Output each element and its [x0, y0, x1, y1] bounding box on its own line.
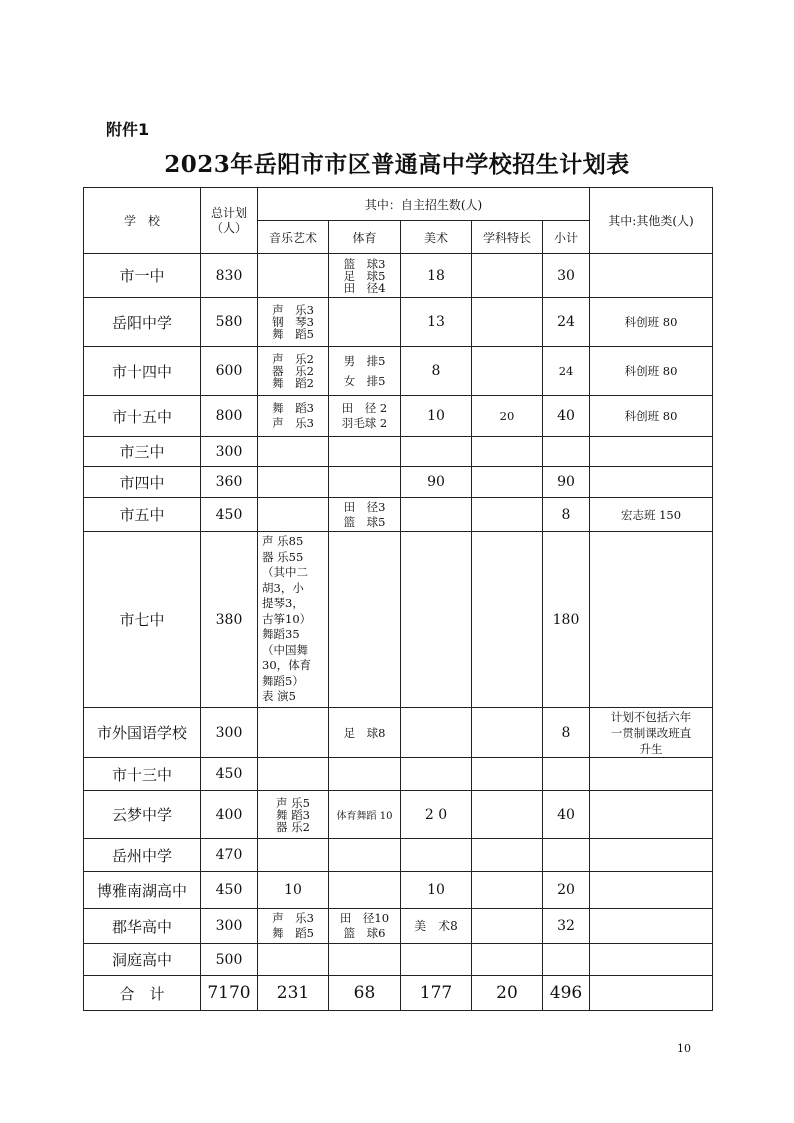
other-cell: [590, 791, 713, 839]
table-row: [84, 791, 713, 839]
music-cell: 声 乐3 舞 蹈5: [258, 909, 329, 944]
art-cell: 10: [401, 396, 472, 437]
totals-other: [590, 976, 713, 1011]
total-cell: 600: [201, 347, 258, 396]
subject-cell: [472, 467, 543, 498]
total-cell: 450: [201, 872, 258, 909]
sports-cell: [329, 467, 401, 498]
art-cell: [401, 532, 472, 708]
subtotal-cell: 32: [543, 909, 590, 944]
art-cell: 13: [401, 298, 472, 347]
sports-cell: [329, 298, 401, 347]
total-cell: 300: [201, 909, 258, 944]
music-cell: [258, 758, 329, 791]
subject-cell: [472, 254, 543, 298]
school-cell: 市七中: [84, 532, 201, 708]
school-cell: 市外国语学校: [84, 708, 201, 758]
subtotal-cell: 8: [543, 498, 590, 532]
music-cell: 声 乐3 钢 琴3 舞 蹈5: [258, 298, 329, 347]
totals-art: 177: [401, 976, 472, 1011]
sports-cell: 田 径3 篮 球5: [329, 498, 401, 532]
other-cell: [590, 909, 713, 944]
art-cell: [401, 498, 472, 532]
other-cell: 科创班 80: [590, 347, 713, 396]
school-cell: 市十五中: [84, 396, 201, 437]
school-cell: 洞庭高中: [84, 944, 201, 976]
table-row: [84, 872, 713, 909]
header-sports: 体育: [329, 221, 401, 254]
subject-cell: [472, 944, 543, 976]
table-row: [84, 347, 713, 396]
music-cell: 10: [258, 872, 329, 909]
header-school: 学 校: [84, 188, 201, 254]
other-cell: [590, 758, 713, 791]
school-cell: 云梦中学: [84, 791, 201, 839]
subject-cell: [472, 532, 543, 708]
music-cell: 声 乐5 舞 蹈3 器 乐2: [258, 791, 329, 839]
subtotal-cell: [543, 839, 590, 872]
header-art: 美术: [401, 221, 472, 254]
page-number: 10: [677, 1042, 691, 1055]
table-row: [84, 396, 713, 437]
enrollment-plan-table: [83, 187, 713, 1011]
totals-subtotal: 496: [543, 976, 590, 1011]
attachment-label: 附件1: [106, 120, 150, 139]
other-cell: 宏志班 150: [590, 498, 713, 532]
table-row: [84, 298, 713, 347]
table-row: [84, 839, 713, 872]
subtotal-cell: 40: [543, 791, 590, 839]
music-cell: [258, 944, 329, 976]
total-cell: 800: [201, 396, 258, 437]
school-cell: 岳阳中学: [84, 298, 201, 347]
sports-cell: [329, 532, 401, 708]
total-cell: 400: [201, 791, 258, 839]
table-row: [84, 944, 713, 976]
subtotal-cell: 20: [543, 872, 590, 909]
other-cell: [590, 254, 713, 298]
other-cell: [590, 944, 713, 976]
school-cell: 市三中: [84, 437, 201, 467]
music-cell: 声 乐85 器 乐55 （其中二 胡3，小 提琴3， 古筝10） 舞蹈35 （中国舞 30，体育 舞蹈5） 表 演5: [258, 532, 329, 708]
total-cell: 500: [201, 944, 258, 976]
subject-cell: [472, 909, 543, 944]
music-cell: [258, 498, 329, 532]
totals-label: 合 计: [84, 976, 201, 1011]
table-row: [84, 532, 713, 708]
school-cell: 岳州中学: [84, 839, 201, 872]
subject-cell: [472, 872, 543, 909]
music-cell: [258, 708, 329, 758]
sports-cell: 男 排5 女 排5: [329, 347, 401, 396]
music-cell: 声 乐2 器 乐2 舞 蹈2: [258, 347, 329, 396]
sports-cell: 田 径10 篮 球6: [329, 909, 401, 944]
art-cell: 美 术8: [401, 909, 472, 944]
art-cell: [401, 758, 472, 791]
subtotal-cell: 24: [543, 347, 590, 396]
subject-cell: [472, 498, 543, 532]
other-cell: [590, 437, 713, 467]
subject-cell: [472, 839, 543, 872]
other-cell: 科创班 80: [590, 298, 713, 347]
totals-row: [84, 976, 713, 1011]
totals-music: 231: [258, 976, 329, 1011]
art-cell: [401, 437, 472, 467]
total-cell: 580: [201, 298, 258, 347]
sports-cell: [329, 872, 401, 909]
music-cell: [258, 437, 329, 467]
art-cell: 90: [401, 467, 472, 498]
subject-cell: [472, 298, 543, 347]
header-self-enrollment: 其中：自主招生数(人): [258, 188, 590, 221]
sports-cell: [329, 839, 401, 872]
subtotal-cell: 24: [543, 298, 590, 347]
table-row: [84, 498, 713, 532]
school-cell: 郡华高中: [84, 909, 201, 944]
art-cell: 8: [401, 347, 472, 396]
total-cell: 450: [201, 498, 258, 532]
header-subtotal: 小计: [543, 221, 590, 254]
table-row: [84, 254, 713, 298]
subject-cell: [472, 791, 543, 839]
page-title: 2023年岳阳市市区普通高中学校招生计划表: [164, 151, 630, 178]
school-cell: 市五中: [84, 498, 201, 532]
table-row: [84, 467, 713, 498]
header-other: 其中:其他类(人): [590, 188, 713, 254]
header-music: 音乐艺术: [258, 221, 329, 254]
subtotal-cell: 40: [543, 396, 590, 437]
total-cell: 300: [201, 437, 258, 467]
subtotal-cell: [543, 944, 590, 976]
music-cell: 舞 蹈3 声 乐3: [258, 396, 329, 437]
header-total-plan: 总计划 （人）: [201, 188, 258, 254]
totals-total: 7170: [201, 976, 258, 1011]
subject-cell: [472, 437, 543, 467]
school-cell: 市四中: [84, 467, 201, 498]
art-cell: [401, 839, 472, 872]
subtotal-cell: 90: [543, 467, 590, 498]
subtotal-cell: [543, 437, 590, 467]
other-cell: [590, 467, 713, 498]
total-cell: 300: [201, 708, 258, 758]
sports-cell: [329, 437, 401, 467]
music-cell: [258, 839, 329, 872]
sports-cell: [329, 944, 401, 976]
total-cell: 380: [201, 532, 258, 708]
total-cell: 830: [201, 254, 258, 298]
school-cell: 市十四中: [84, 347, 201, 396]
other-cell: 科创班 80: [590, 396, 713, 437]
school-cell: 市一中: [84, 254, 201, 298]
other-cell: 计划不包括六年 一贯制课改班直 升生: [590, 708, 713, 758]
table-row: [84, 437, 713, 467]
subtotal-cell: 180: [543, 532, 590, 708]
total-cell: 360: [201, 467, 258, 498]
sports-cell: [329, 758, 401, 791]
art-cell: [401, 708, 472, 758]
sports-cell: 田 径 2 羽毛球 2: [329, 396, 401, 437]
art-cell: 18: [401, 254, 472, 298]
music-cell: [258, 254, 329, 298]
other-cell: [590, 839, 713, 872]
subtotal-cell: 30: [543, 254, 590, 298]
totals-subject: 20: [472, 976, 543, 1011]
table-row: [84, 708, 713, 758]
subject-cell: [472, 347, 543, 396]
school-cell: 博雅南湖高中: [84, 872, 201, 909]
other-cell: [590, 532, 713, 708]
table-row: [84, 909, 713, 944]
art-cell: 2 0: [401, 791, 472, 839]
total-cell: 450: [201, 758, 258, 791]
subtotal-cell: [543, 758, 590, 791]
totals-sports: 68: [329, 976, 401, 1011]
subject-cell: [472, 708, 543, 758]
subtotal-cell: 8: [543, 708, 590, 758]
art-cell: 10: [401, 872, 472, 909]
art-cell: [401, 944, 472, 976]
total-cell: 470: [201, 839, 258, 872]
school-cell: 市十三中: [84, 758, 201, 791]
subject-cell: 20: [472, 396, 543, 437]
sports-cell: 篮 球3 足 球5 田 径4: [329, 254, 401, 298]
header-subject: 学科特长: [472, 221, 543, 254]
sports-cell: 体育舞蹈 10: [329, 791, 401, 839]
sports-cell: 足 球8: [329, 708, 401, 758]
table-row: [84, 758, 713, 791]
other-cell: [590, 872, 713, 909]
music-cell: [258, 467, 329, 498]
subject-cell: [472, 758, 543, 791]
